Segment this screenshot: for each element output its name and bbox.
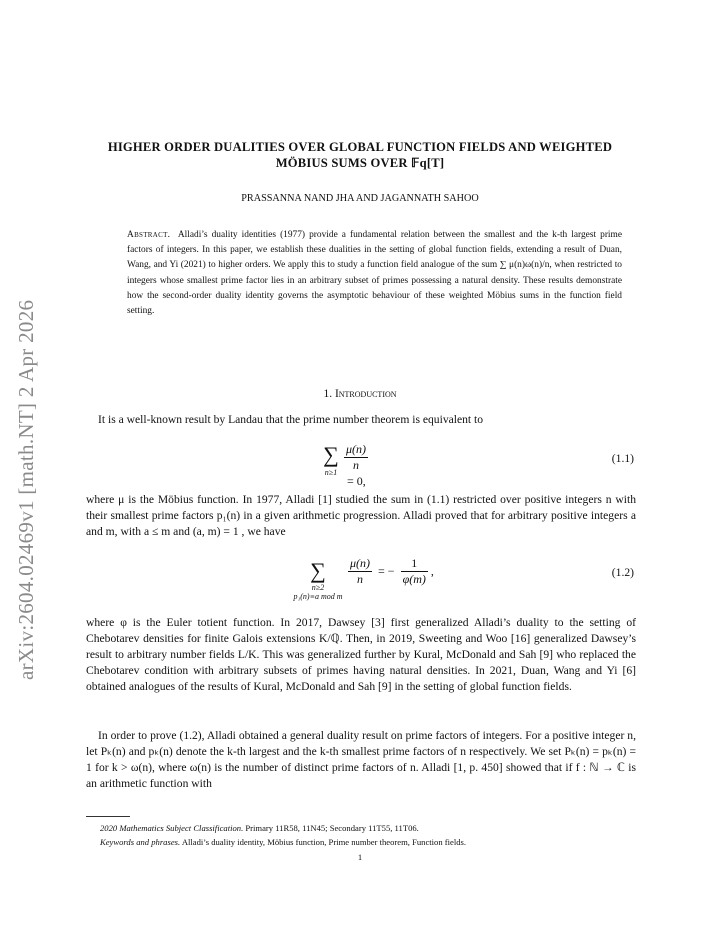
footnote-msc-label: 2020 Mathematics Subject Classification. — [100, 823, 244, 833]
footnote-keywords-label: Keywords and phrases. — [100, 837, 181, 847]
equals-minus: = − — [378, 564, 395, 578]
section-title: Introduction — [334, 388, 397, 400]
denominator: n — [357, 572, 363, 586]
paragraph-2: where μ is the Möbius function. In 1977, Alladi [1] studied the sum in (1.1) restricted over positive integers n with their smallest prime factors p₁(n) in a given arithmetic progression. Alladi proved that for arbitrary positive integers a and m, with a ≤ m and (a, m) = 1 , we have — [86, 493, 636, 539]
footnote-msc-text: Primary 11R58, 11N45; Secondary 11T55, 11T06. — [245, 823, 419, 833]
footnote-rule — [86, 816, 130, 817]
equation-rhs: = 0, — [347, 473, 366, 488]
footnote-keywords-text: Alladi’s duality identity, Möbius function, Prime number theorem, Function fields. — [181, 837, 467, 847]
paragraph-3: where φ is the Euler totient function. In 2017, Dawsey [3] first generalized Alladi’s duality to the setting of Chebotarev densities for finite Galois extensions K/ℚ. Then, in 2019, Sweeting and Woo [16] generalized Dawsey’s result to arbitrary number fields L/K. This was generalized further by Kural, McDonald and Sah [9] who replaced the Chebotarev condition with arbitrary subsets of primes having natural densities. In 2021, Duan, Wang and Yi [6] obtained analogues of the results of Kural, McDonald and Sah [9] in the setting of global function fields. — [86, 616, 636, 694]
denominator: n — [353, 458, 359, 472]
author-list: PRASSANNA NAND JHA AND JAGANNATH SAHOO — [241, 193, 479, 204]
footnote-msc — [100, 822, 630, 835]
sum-index-2: p₁(n)≡a mod m — [293, 592, 343, 601]
paragraph-4: In order to prove (1.2), Alladi obtained a general duality result on prime factors of integers. For a positive integer n, let Pₖ(n) and pₖ(n) denote the k-th largest and the k-th smallest prime factors of n respectively. We set Pₖ(n) = pₖ(n) = 1 for k > ω(n), where ω(n) is the number of distinct prime factors of n. Alladi [1, p. 450] showed that if f : ℕ → ℂ is an arithmetic function with — [86, 729, 636, 791]
abstract-text: Alladi’s duality identities (1977) provide a fundamental relation between the smallest and the k-th largest prime factors of integers. In this paper, we establish these dualities in the setting of global function fields, extending a result of Duan, Wang, and Yi (2021) to higher orders. We apply this to study a function field analogue of the sum ∑ μ(n)ω(n)/n, when restricted to integers whose smallest prime factor lies in an arbitrary subset of primes possessing a natural density. These results demonstrate how the second-order duality identity governs the asymptotic behaviour of these weighted Möbius sums in the function field setting. — [127, 230, 622, 317]
section-number: 1. — [323, 388, 333, 400]
title-line-1: HIGHER ORDER DUALITIES OVER GLOBAL FUNCTION FIELDS AND WEIGHTED — [107, 140, 613, 154]
title-line-2: MÖBIUS SUMS OVER 𝔽q[T] — [275, 156, 445, 170]
numerator: μ(n) — [350, 556, 371, 570]
arxiv-identifier-stamp: arXiv:2604.02469v1 [math.NT] 2 Apr 2026 — [14, 299, 38, 680]
summation-symbol: ∑ — [310, 558, 326, 583]
paper-title — [86, 139, 634, 171]
sum-index: n≥1 — [324, 468, 338, 477]
fraction — [344, 442, 368, 473]
section-heading — [86, 388, 634, 400]
paragraph-1: It is a well-known result by Landau that the prime number theorem is equivalent to — [98, 413, 484, 426]
numerator: 1 — [401, 556, 428, 572]
sum-index-1: n≥2 — [311, 583, 325, 592]
footnote-keywords — [100, 836, 630, 849]
denominator: φ(m) — [402, 572, 426, 586]
abstract — [127, 228, 622, 319]
abstract-label: Abstract. — [127, 230, 171, 240]
numerator: μ(n) — [346, 442, 367, 456]
fraction-right — [401, 556, 428, 587]
equation-number-1-2: (1.2) — [611, 566, 634, 579]
fraction-left — [348, 556, 372, 587]
summation-symbol: ∑ — [323, 442, 339, 467]
trailing-comma: , — [430, 564, 434, 578]
page-number: 1 — [357, 852, 363, 862]
equation-number-1-1: (1.1) — [611, 452, 634, 465]
